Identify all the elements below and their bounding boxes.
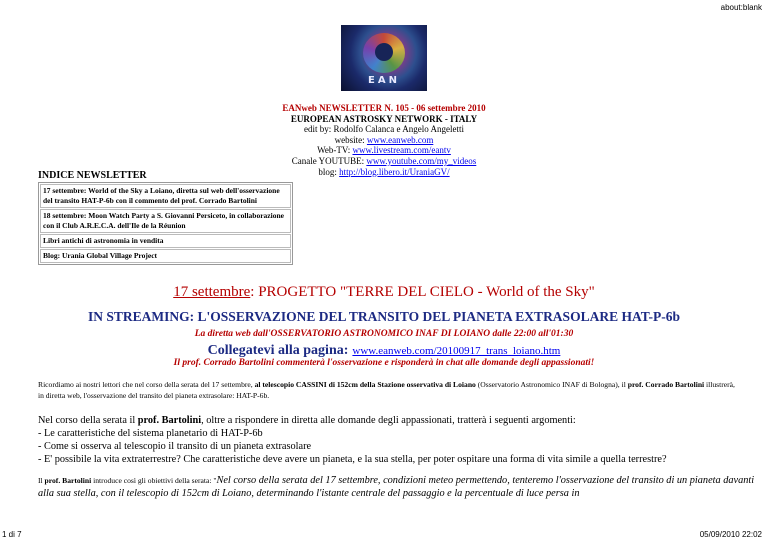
youtube-link[interactable]: www.youtube.com/my_videos <box>366 155 477 166</box>
editors: edit by: Rodolfo Calanca e Angelo Angeletti <box>304 124 464 135</box>
indice-title: INDICE NEWSLETTER <box>38 170 147 181</box>
newsletter-title: EANweb NEWSLETTER N. 105 - 06 settembre 2010 <box>282 103 486 113</box>
website-row: website: www.eanweb.com <box>334 134 434 145</box>
section-title: 17 settembre: PROGETTO "TERRE DEL CIELO - World of the Sky" <box>173 284 595 300</box>
connect-label: Collegatevi alla pagina: <box>207 343 349 358</box>
connect-link[interactable]: www.eanweb.com/20100917_trans_loiano.htm <box>352 345 561 357</box>
connect-row <box>0 341 768 359</box>
print-timestamp: 05/09/2010 22:02 <box>699 530 762 539</box>
logo-wordmark: EAN <box>368 75 400 86</box>
indice-item[interactable]: Libri antichi di astronomia in vendita <box>40 234 291 248</box>
website-link[interactable]: www.eanweb.com <box>366 134 434 145</box>
topics-paragraph: Nel corso della serata il prof. Bartolini, oltre a rispondere in diretta alle domande degli appassionati, tratterà i seguenti argomenti: - Le caratteristiche del sistema planetario di HAT-P-6b - Come si osserva al telescopio il transito di un pianeta extrasolare - E' possibile la vita extraterrestre? Che caratteristiche deve avere un pianeta, e la sua stella, per poter ospitare una forma di vita simile a quella terrestre? <box>38 414 758 466</box>
indice-item[interactable]: 18 settembre: Moon Watch Party a S. Giovanni Persiceto, in collaborazione con il Club A.R.E.C.A. dell'Ile de la Réunion <box>40 209 291 233</box>
browser-url: about:blank <box>720 3 762 12</box>
ean-logo <box>341 25 427 91</box>
page-counter: 1 di 7 <box>2 530 22 539</box>
network-name: EUROPEAN ASTROSKY NETWORK - ITALY <box>290 113 478 124</box>
section-subtitle: IN STREAMING: L'OSSERVAZIONE DEL TRANSITO DEL PIANETA EXTRASOLARE HAT-P-6b <box>88 309 680 324</box>
topic-item: - E' possibile la vita extraterrestre? Che caratteristiche deve avere un pianeta, e la sua stella, per poter ospitare una forma di vita simile a quella terrestre? <box>38 454 667 465</box>
section-date: 17 settembre <box>173 284 251 300</box>
newsletter-header <box>0 103 768 177</box>
blog-row: blog: http://blog.libero.it/UraniaGV/ <box>318 166 450 177</box>
youtube-row: Canale YOUTUBE: www.youtube.com/my_videos <box>291 155 477 166</box>
webtv-row: Web-TV: www.livestream.com/eantv <box>317 145 451 156</box>
comment-note: Il prof. Corrado Bartolini commenterà l'osservazione e risponderà in chat alle domande degli appassionati! <box>173 358 595 368</box>
topic-item: - Come si osserva al telescopio il transito di un pianeta extrasolare <box>38 441 312 452</box>
webtv-link[interactable]: www.livestream.com/eantv <box>352 145 451 156</box>
indice-item[interactable]: 17 settembre: World of the Sky a Loiano, diretta sul web dell'osservazione del transito HAT-P-6b con il commento del prof. Corrado Bartolini <box>40 184 291 208</box>
topic-item: - Le caratteristiche del sistema planetario di HAT-P-6b <box>38 428 263 439</box>
indice-item[interactable]: Blog: Urania Global Village Project <box>40 249 291 263</box>
intro-paragraph: Ricordiamo ai nostri lettori che nel corso della serata del 17 settembre, al telescopio CASSINI di 152cm della Stazione osservativa di Loiano (Osservatorio Astronomico INAF di Bologna), il prof. Corrado Bartolini illustrerà, in diretta web, l'osservazione del transito del pianeta extrasolare: HAT-P-6b. <box>38 380 735 400</box>
blog-link[interactable]: http://blog.libero.it/UraniaGV/ <box>339 166 450 177</box>
indice-table <box>38 182 293 265</box>
live-note: La diretta web dall'OSSERVATORIO ASTRONOMICO INAF DI LOIANO dalle 22:00 all'01:30 <box>194 329 574 339</box>
quote-paragraph: Il prof. Bartolini introduce così gli obiettivi della serata: "Nel corso della serata del 17 settembre, condizioni meteo permettendo, tenteremo l'osservazione del transito di un pianeta davanti alla sua stella, con il telescopio di 152cm di Loiano, determinando l'istante centrale del passaggio e la percentuale di luce persa in <box>38 475 755 499</box>
